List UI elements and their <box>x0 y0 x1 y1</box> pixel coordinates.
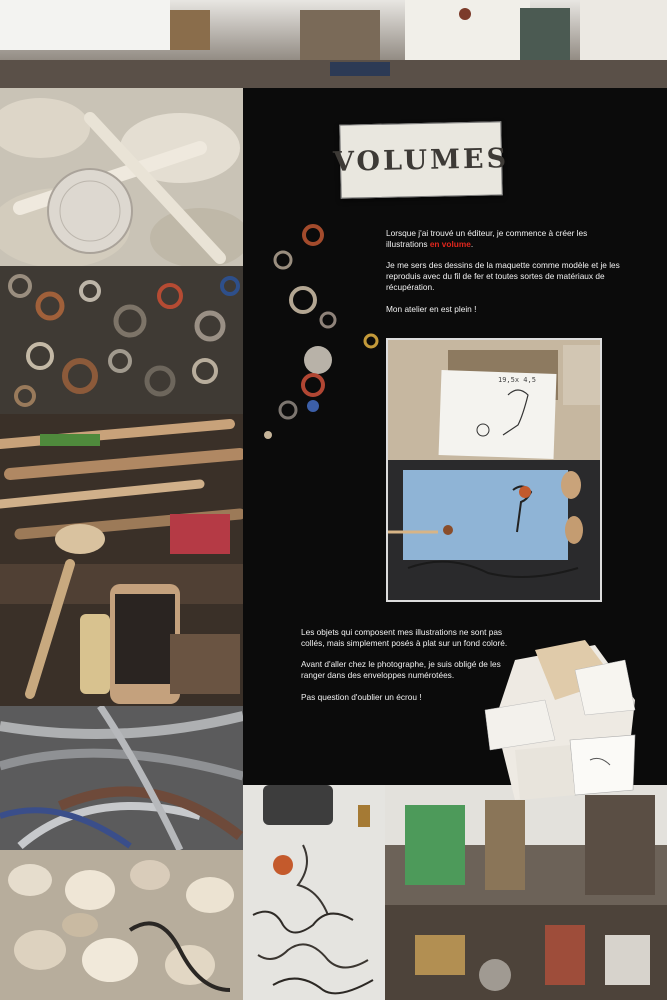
envelopes-box <box>475 640 640 805</box>
outro-paragraph-1: Les objets qui composent mes illustrations ne sont pas collés, mais simplement posés à plat sur un fond coloré. <box>301 627 508 648</box>
workshop-photo-top <box>0 0 667 88</box>
scattered-washers <box>243 220 383 450</box>
washers-photo <box>0 266 243 414</box>
intro-paragraph-3: Mon atelier en est plein ! <box>386 303 477 314</box>
workbench-inset-photo <box>386 338 602 602</box>
title-text: VOLUMES <box>332 142 510 178</box>
atelier-photo-bottom <box>385 785 667 1000</box>
sketch-note: 19,5x 4,5 <box>498 376 536 384</box>
tools-photo <box>0 414 243 706</box>
intro-text <box>386 228 631 325</box>
highlight-en-volume: en volume <box>429 238 471 249</box>
pliers-photo <box>0 706 243 850</box>
intro-paragraph-2: Je me sers des dessins de la maquette comme modèle et je les reproduis avec du fil de fer et toutes sortes de matériaux de récupération. <box>386 260 620 292</box>
bones-photo <box>0 88 243 266</box>
wire-figures-photo <box>243 785 385 1000</box>
volumes-title-card <box>332 121 510 198</box>
intro-paragraph-1: Lorsque j'ai trouvé un éditeur, je commence à créer les illustrations en volume. <box>386 228 588 249</box>
outro-paragraph-3: Pas question d'oublier un écrou ! <box>301 691 422 702</box>
outro-paragraph-2: Avant d'aller chez le photographe, je suis obligé de les ranger dans des enveloppes numérotées. <box>301 659 501 681</box>
shells-photo <box>0 850 243 1000</box>
